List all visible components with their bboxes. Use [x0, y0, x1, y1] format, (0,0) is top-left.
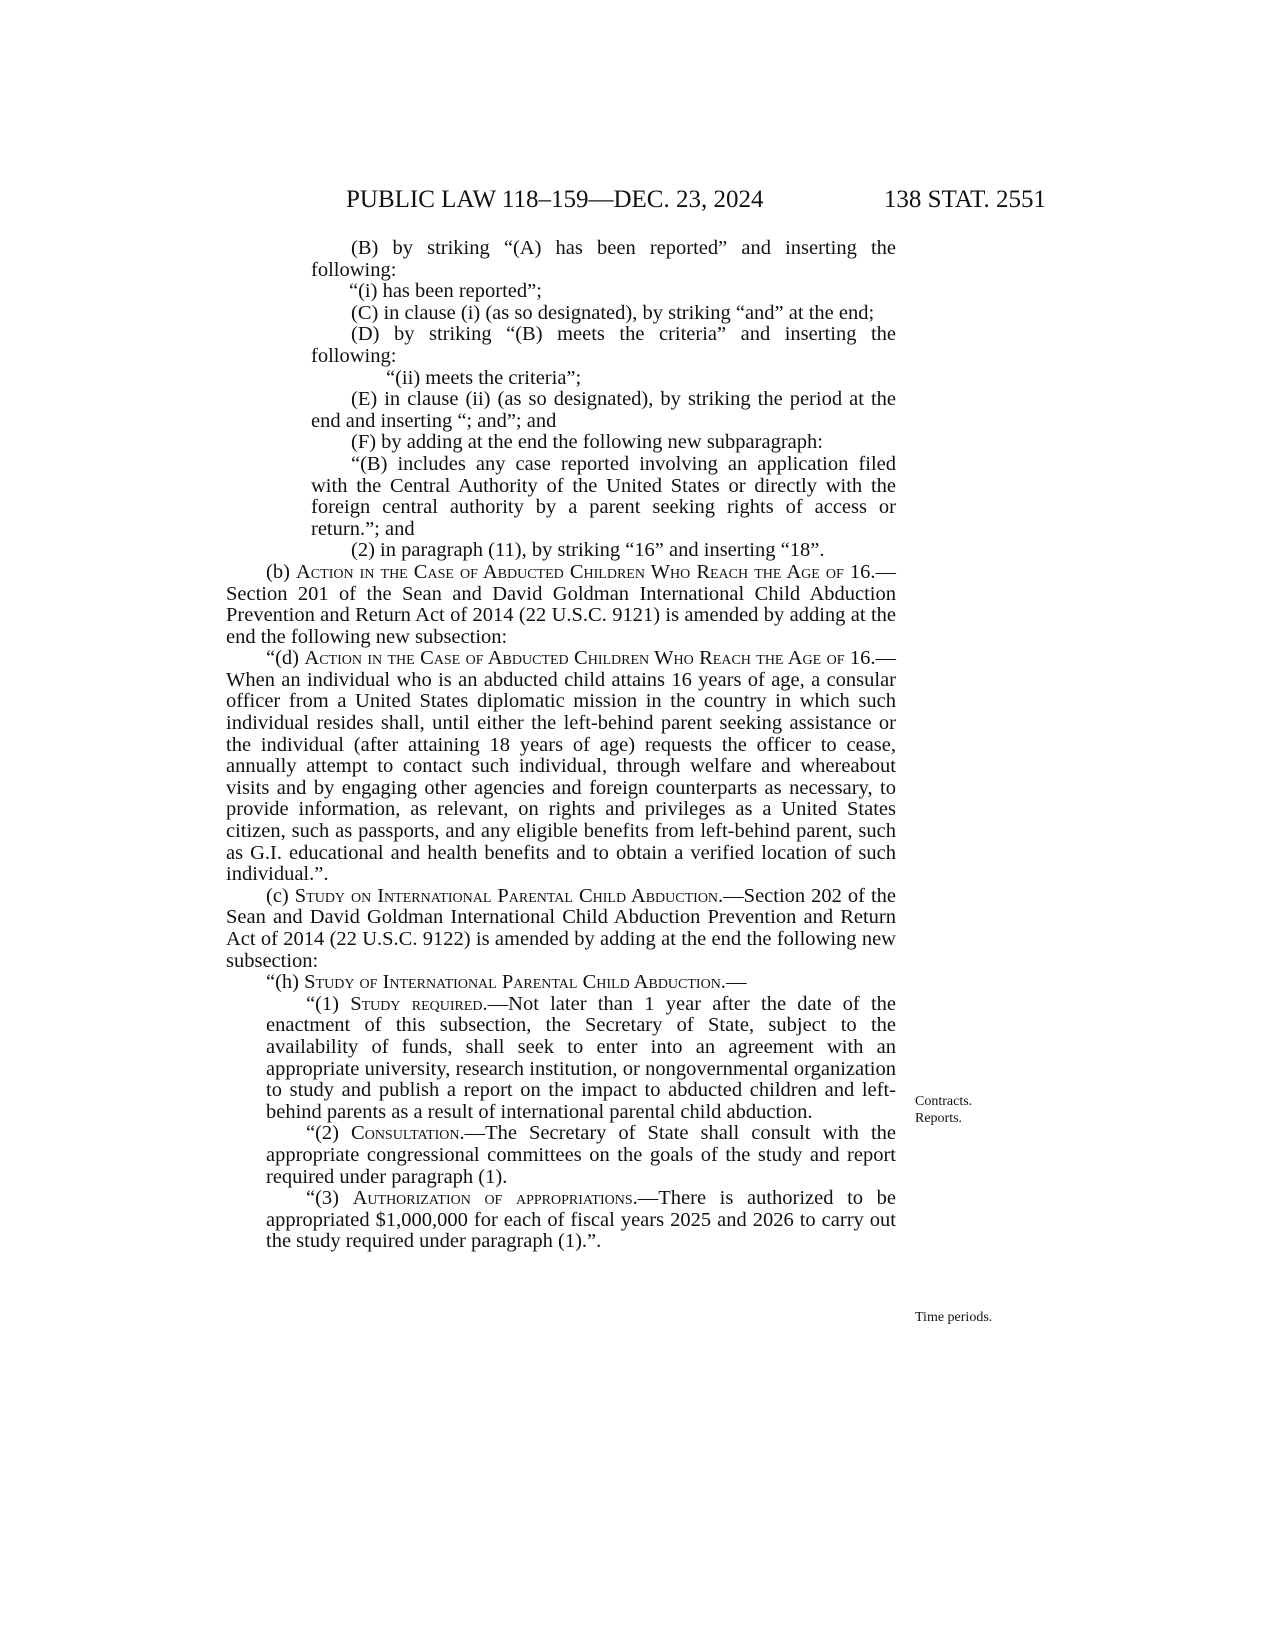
public-law-citation: PUBLIC LAW 118–159—DEC. 23, 2024	[346, 186, 764, 213]
subsection-c-heading: Study on International Parental Child Abduction.	[294, 884, 724, 907]
subsection-d-number: “(d)	[266, 647, 305, 670]
amendment-c: (C) in clause (i) (as so designated), by striking “and” at the end;	[351, 301, 875, 324]
statute-body	[226, 238, 896, 1253]
paragraph-h2-number: “(2)	[306, 1122, 352, 1145]
paragraph-h3-number: “(3)	[306, 1187, 353, 1210]
paragraph-h1-heading: Study required.	[350, 992, 488, 1015]
quoted-text-b: “(i) has been reported”;	[349, 280, 542, 303]
subsection-b	[226, 562, 896, 648]
subsection-d-heading: Action in the Case of Abducted Children Who Reach the Age of 16.	[304, 647, 876, 670]
paragraph-2: (2) in paragraph (11), by striking “16” and inserting “18”.	[351, 539, 825, 562]
amendment-b: (B) by striking “(A) has been reported” and inserting the following:	[311, 237, 896, 281]
subsection-b-number: (b)	[266, 560, 296, 583]
subsection-h-number: “(h)	[266, 971, 305, 994]
paragraph-h1-number: “(1)	[306, 992, 351, 1015]
margin-note-reports: Reports.	[915, 1111, 963, 1126]
paragraph-h3-heading: Authorization of appropriations.	[352, 1187, 638, 1210]
amendment-e: (E) in clause (ii) (as so designated), by striking the period at the end and inserting “; and”; and	[311, 388, 896, 432]
subsection-b-text: —Section 201 of the Sean and David Goldman International Child Abduction Prevention and Return Act of 2014 (22 U.S.C. 9121) is amended by adding at the end the following new subsection:	[226, 560, 897, 648]
subsection-h	[226, 972, 896, 994]
page-header	[346, 184, 1046, 216]
paragraph-h2-heading: Consultation.	[351, 1122, 465, 1145]
quoted-text-d: “(ii) meets the criteria”;	[386, 366, 582, 389]
amendment-d: (D) by striking “(B) meets the criteria” and inserting the following:	[311, 323, 896, 367]
paragraph-h3-text: —There is authorized to be appropriated $1,000,000 for each of fiscal years 2025 and 2026 to carry out the study required under paragraph (1).”.	[266, 1187, 896, 1253]
subsection-c-number: (c)	[266, 884, 295, 907]
margin-note-contracts-reports	[915, 1093, 972, 1127]
paragraph-h1-text: —Not later than 1 year after the date of the enactment of this subsection, the Secretary of State, subject to the availability of funds, shall seek to enter into an agreement with an appropriate university, research institution, or nongovernmental organization to study and publish a report on the impact to abducted children and left-behind parents as a result of international parental child abduction.	[266, 992, 896, 1123]
subsection-d-text: —When an individual who is an abducted child attains 16 years of age, a consular officer from a United States diplomatic mission in the country in which such individual resides shall, until either the left-behind parent seeking assistance or the individual (after attaining 18 years of age) requests the officer to cease, annually attempt to contact such individual, through welfare and whereabout visits and by engaging other agencies and foreign counterparts as necessary, to provide information, as relevant, on rights and privileges as a United States citizen, such as passports, and any eligible benefits from left-behind parent, such as G.I. educational and health benefits and to obtain a verified location of such individual.”.	[226, 647, 896, 886]
margin-note-contracts: Contracts.	[915, 1094, 973, 1109]
subsection-h-dash: —	[725, 971, 747, 994]
paragraph-h1	[226, 994, 896, 1124]
paragraph-h3	[226, 1188, 896, 1253]
subsection-c	[226, 886, 896, 972]
subsection-h-heading: Study of International Parental Child Abduction.	[304, 971, 726, 994]
paragraph-h2-text: —The Secretary of State shall consult with the appropriate congressional committees on the goals of the study and report required under paragraph (1).	[266, 1122, 896, 1188]
quoted-subparagraph-b: “(B) includes any case reported involving an application filed with the Central Authority of the United States or directly with the foreign central authority by a parent seeking rights of access or return.”; and	[311, 452, 896, 540]
subsection-b-heading: Action in the Case of Abducted Children Who Reach the Age of 16.	[296, 560, 876, 583]
margin-note-time-periods: Time periods.	[915, 1310, 993, 1325]
statute-page-number: 138 STAT. 2551	[883, 186, 1046, 213]
amendment-f: (F) by adding at the end the following new subparagraph:	[351, 431, 823, 454]
paragraph-h2	[226, 1123, 896, 1188]
subsection-c-text: —Section 202 of the Sean and David Goldman International Child Abduction Prevention and Return Act of 2014 (22 U.S.C. 9122) is amended by adding at the end the following new subsection:	[226, 884, 896, 972]
subsection-d	[226, 648, 896, 886]
